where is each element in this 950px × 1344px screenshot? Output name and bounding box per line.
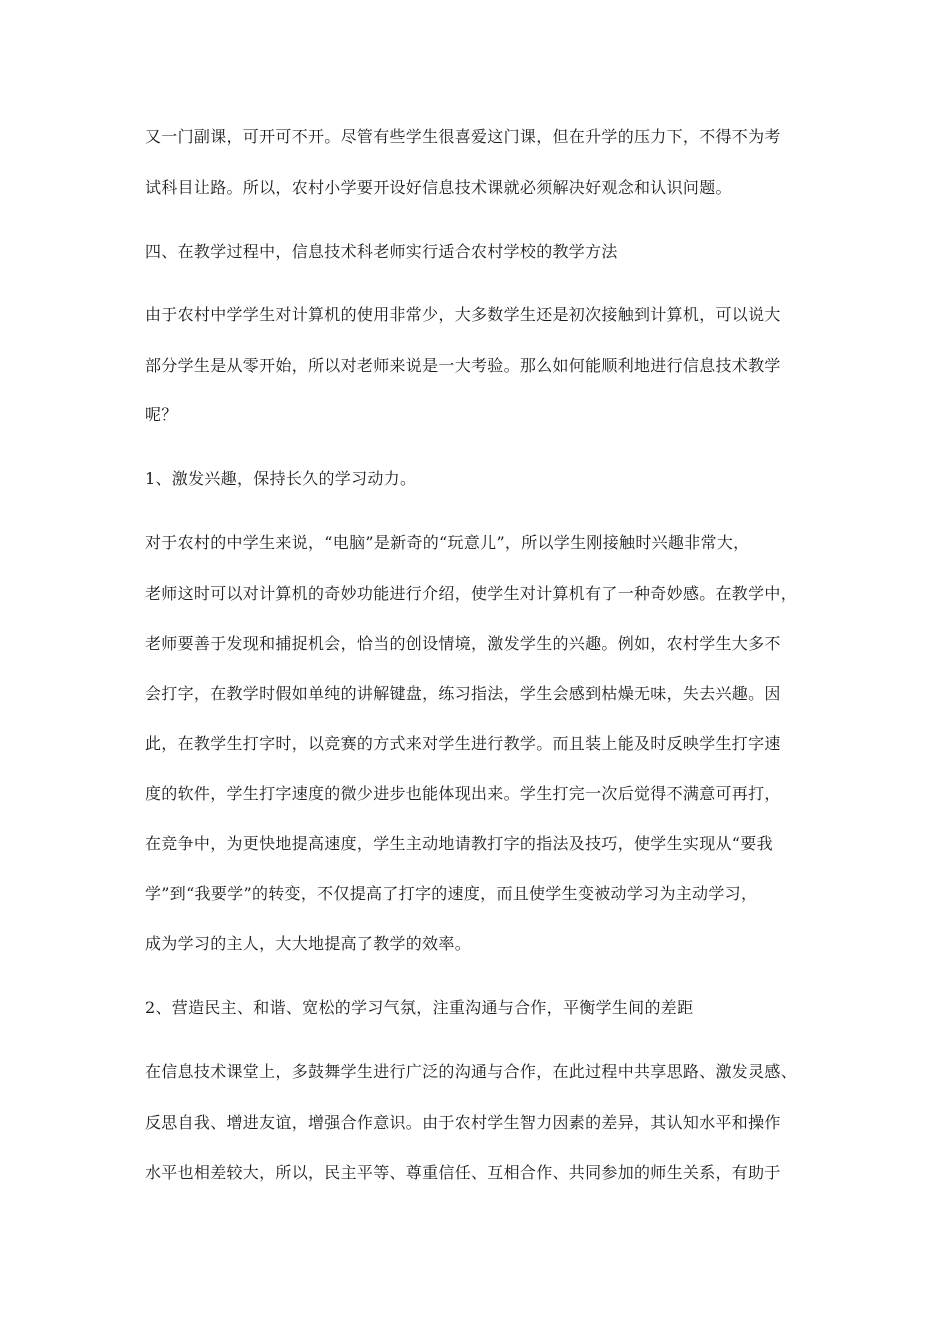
- text-line: 度的软件，学生打字速度的微少进步也能体现出来。学生打完一次后觉得不满意可再打，: [145, 784, 781, 803]
- text-line: 试科目让路。所以，农村小学要开设好信息技术课就必须解决好观念和认识问题。: [145, 178, 732, 197]
- text-line: 成为学习的主人，大大地提高了教学的效率。: [145, 934, 472, 953]
- text-line: 学”到“我要学”的转变，不仅提高了打字的速度，而且使学生变被动学习为主动学习，: [145, 884, 758, 903]
- text-line: 呢？: [145, 405, 178, 424]
- text-line: 在竞争中，为更快地提高速度，学生主动地请教打字的指法及技巧，使学生实现从“要我: [145, 834, 773, 853]
- text-line: 由于农村中学学生对计算机的使用非常少，大多数学生还是初次接触到计算机，可以说大: [145, 305, 781, 324]
- text-line: 又一门副课，可开可不开。尽管有些学生很喜爱这门课，但在升学的压力下，不得不为考: [145, 127, 781, 146]
- text-line: 部分学生是从零开始，所以对老师来说是一大考验。那么如何能顺利地进行信息技术教学: [145, 356, 781, 375]
- text-line: 水平也相差较大，所以，民主平等、尊重信任、互相合作、共同参加的师生关系，有助于: [145, 1163, 781, 1182]
- text-line: 老师这时可以对计算机的奇妙功能进行介绍，使学生对计算机有了一种奇妙感。在教学中，: [145, 584, 798, 603]
- text-line: 老师要善于发现和捕捉机会，恰当的创设情境，激发学生的兴趣。例如，农村学生大多不: [145, 634, 781, 653]
- subsection-heading: 2、营造民主、和谐、宽松的学习气氛，注重沟通与合作，平衡学生间的差距: [145, 998, 694, 1017]
- subsection-heading: 1、激发兴趣，保持长久的学习动力。: [145, 469, 417, 488]
- text-line: 对于农村的中学生来说，“电脑”是新奇的“玩意儿”，所以学生刚接触时兴趣非常大，: [145, 533, 750, 552]
- text-line: 反思自我、增进友谊，增强合作意识。由于农村学生智力因素的差异，其认知水平和操作: [145, 1113, 781, 1132]
- section-heading: 四、在教学过程中，信息技术科老师实行适合农村学校的教学方法: [145, 242, 618, 261]
- text-line: 会打字，在教学时假如单纯的讲解键盘，练习指法，学生会感到枯燥无味，失去兴趣。因: [145, 684, 781, 703]
- text-line: 在信息技术课堂上，多鼓舞学生进行广泛的沟通与合作，在此过程中共享思路、激发灵感、: [145, 1062, 798, 1081]
- text-line: 此，在教学生打字时，以竞赛的方式来对学生进行教学。而且装上能及时反映学生打字速: [145, 734, 781, 753]
